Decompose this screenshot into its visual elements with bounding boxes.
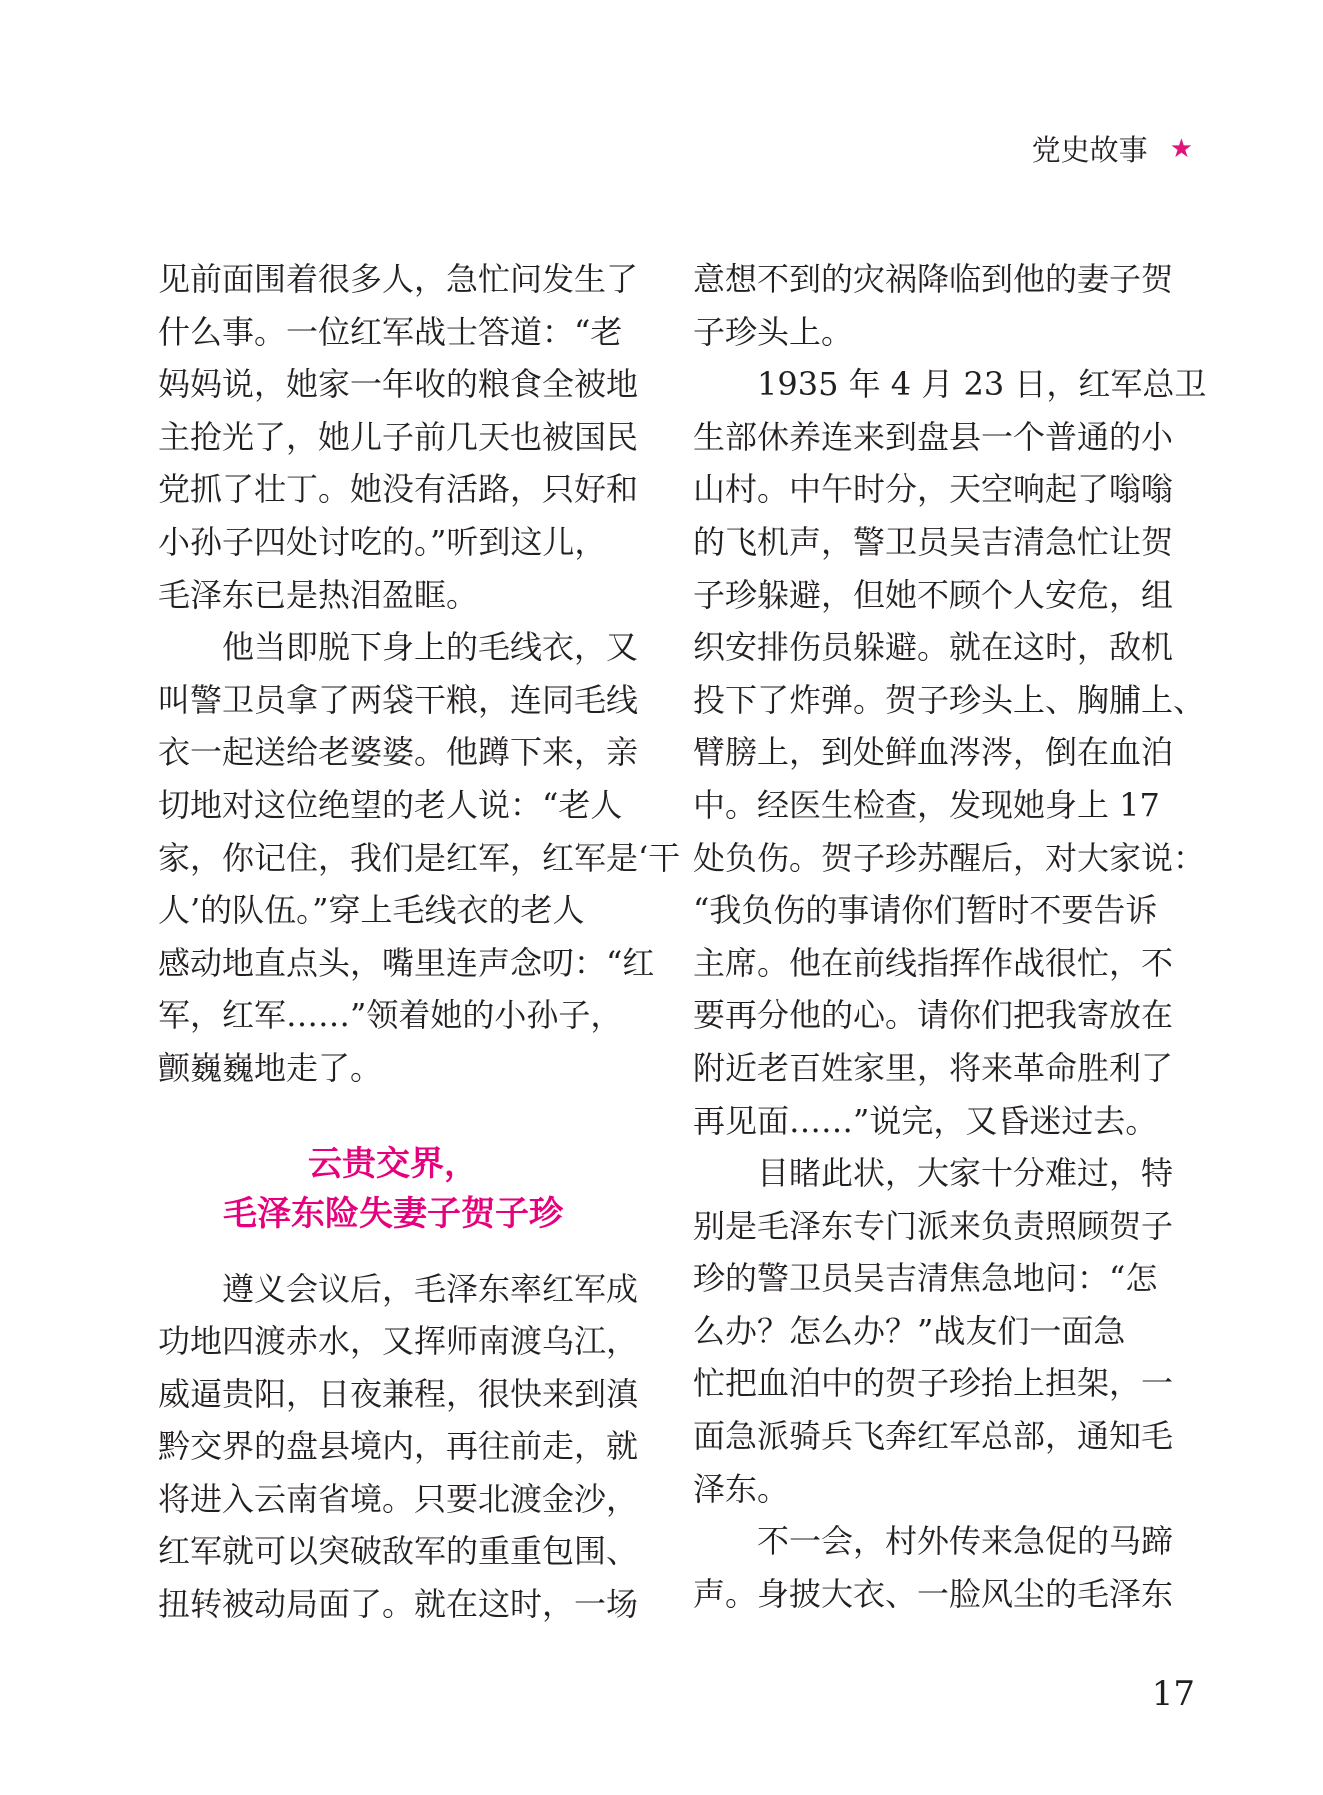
text-line: 忙把血泊中的贺子珍抬上担架，一: [693, 1364, 1174, 1403]
text-line: 人’的队伍。”穿上毛线衣的老人: [158, 891, 585, 930]
text-line: 要再分他的心。请你们把我寄放在: [693, 996, 1174, 1035]
running-header: [1032, 128, 1193, 169]
text-line: 面急派骑兵飞奔红军总部，通知毛: [693, 1417, 1174, 1456]
text-line: 切地对这位绝望的老人说：“老人: [158, 785, 623, 824]
text-line: 扭转被动局面了。就在这时，一场: [158, 1585, 639, 1624]
text-line: 别是毛泽东专门派来负责照顾贺子: [693, 1206, 1174, 1245]
text-line: 臂膀上，到处鲜血涔涔，倒在血泊: [693, 733, 1174, 772]
text-line: 处负伤。贺子珍苏醒后，对大家说：: [693, 838, 1206, 877]
text-line: 1935 年 4 月 23 日，红军总卫: [693, 365, 1207, 404]
page-number: 17: [1151, 1674, 1195, 1714]
text-line: 意想不到的灾祸降临到他的妻子贺: [693, 260, 1174, 298]
heading-line: 云贵交界，: [308, 1143, 478, 1184]
text-line: 红军就可以突破敌军的重重包围、: [158, 1532, 639, 1571]
text-line: 感动地直点头，嘴里连声念叨：“红: [158, 943, 655, 982]
paragraph: [693, 1515, 1174, 1620]
text-line: 不一会，村外传来急促的马蹄: [693, 1522, 1174, 1561]
star-icon: ★: [1169, 133, 1193, 164]
text-line: 子珍头上。: [693, 312, 854, 351]
text-line: 的飞机声，警卫员吴吉清急忙让贺: [693, 522, 1174, 561]
text-line: 党抓了壮丁。她没有活路，只好和: [158, 470, 639, 509]
text-line: 泽东。: [693, 1469, 790, 1508]
text-line: 生部休养连来到盘县一个普通的小: [693, 417, 1174, 456]
text-line: 附近老百姓家里，将来革命胜利了: [693, 1048, 1174, 1087]
text-line: 毛泽东已是热泪盈眶。: [158, 575, 479, 614]
text-line: 珍的警卫员吴吉清焦急地问：“怎: [693, 1259, 1158, 1298]
paragraph: [158, 253, 639, 621]
text-line: 目睹此状，大家十分难过，特: [693, 1154, 1174, 1193]
text-line: 衣一起送给老婆婆。他蹲下来，亲: [158, 733, 639, 772]
text-line: 什么事。一位红军战士答道：“老: [158, 312, 623, 351]
paragraph: [158, 621, 681, 1094]
text-line: “我负伤的事请你们暂时不要告诉: [693, 891, 1158, 930]
text-line: 再见面……”说完，又昏迷过去。: [693, 1101, 1158, 1140]
text-line: 小孙子四处讨吃的。”听到这儿，: [158, 522, 607, 561]
paragraph: [693, 1147, 1174, 1515]
text-line: 见前面围着很多人，急忙问发生了: [158, 260, 639, 298]
paragraph: [693, 358, 1207, 1147]
heading-line: 毛泽东险失妻子贺子珍: [223, 1193, 563, 1234]
left-column: [158, 253, 681, 1631]
text-line: 子珍躲避，但她不顾个人安危，组: [693, 575, 1174, 614]
text-line: 遵义会议后，毛泽东率红军成: [158, 1269, 639, 1308]
text-line: 么办？怎么办？”战友们一面急: [693, 1311, 1126, 1350]
text-line: 中。经医生检查，发现她身上 17: [693, 785, 1160, 824]
text-line: 主抢光了，她儿子前几天也被国民: [158, 417, 639, 456]
text-line: 家，你记住，我们是红军，红军是‘干: [158, 838, 681, 877]
text-line: 将进入云南省境。只要北渡金沙，: [158, 1479, 639, 1518]
text-line: 颤巍巍地走了。: [158, 1048, 383, 1087]
paragraph: [693, 253, 1174, 358]
text-line: 军，红军……”领着她的小孙子，: [158, 996, 623, 1035]
text-line: 声。身披大衣、一脸风尘的毛泽东: [693, 1574, 1174, 1613]
section-heading: [158, 1139, 628, 1239]
text-line: 威逼贵阳，日夜兼程，很快来到滇: [158, 1374, 639, 1413]
text-line: 山村。中午时分，天空响起了嗡嗡: [693, 470, 1174, 509]
text-line: 黔交界的盘县境内，再往前走，就: [158, 1427, 639, 1466]
paragraph: [158, 1263, 639, 1631]
text-line: 叫警卫员拿了两袋干粮，连同毛线: [158, 680, 639, 719]
text-line: 他当即脱下身上的毛线衣，又: [158, 628, 639, 667]
text-line: 织安排伤员躲避。就在这时，敌机: [693, 628, 1174, 667]
text-line: 投下了炸弹。贺子珍头上、胸脯上、: [693, 680, 1206, 719]
right-column: [693, 253, 1207, 1620]
text-line: 妈妈说，她家一年收的粮食全被地: [158, 365, 639, 404]
text-line: 功地四渡赤水，又挥师南渡乌江，: [158, 1322, 639, 1361]
section-title: 党史故事: [1031, 133, 1148, 167]
text-line: 主席。他在前线指挥作战很忙，不: [693, 943, 1174, 982]
